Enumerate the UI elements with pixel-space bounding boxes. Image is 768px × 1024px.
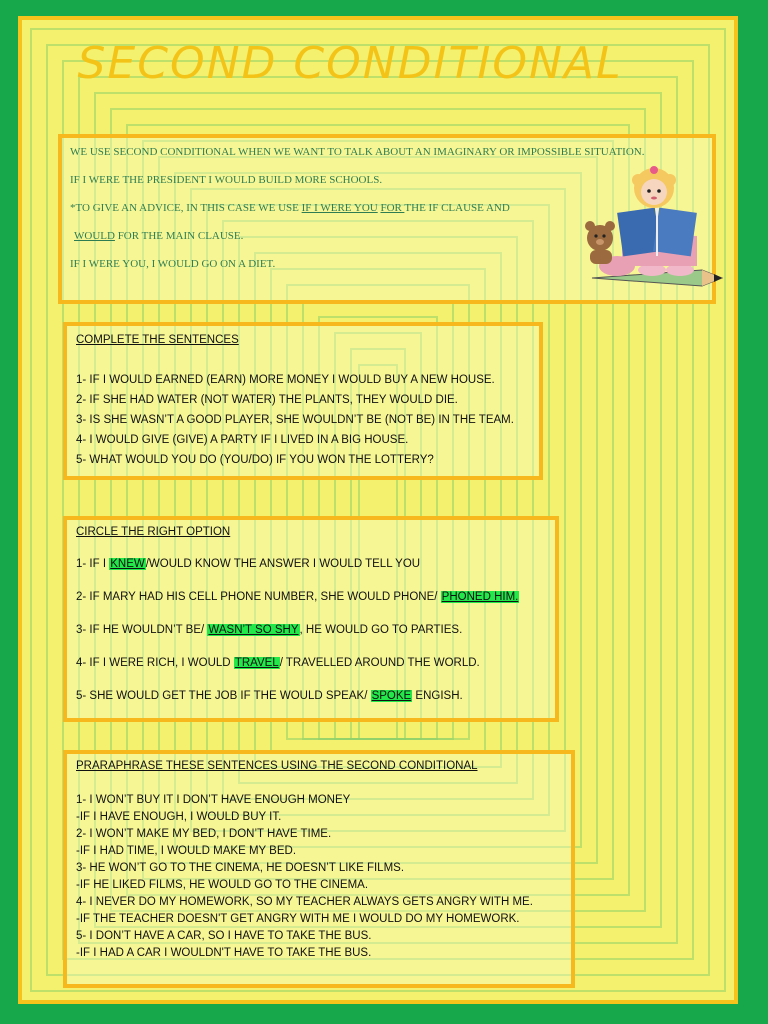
- exercise-2-item: [76, 624, 462, 636]
- intro-line-4: [74, 230, 243, 242]
- intro-line-4-text: FOR THE MAIN CLAUSE.: [114, 230, 244, 242]
- exercise-2-item: [76, 657, 480, 669]
- intro-line-3-text: *TO GIVE AN ADVICE, IN THIS CASE WE USE: [70, 202, 302, 214]
- exercise-circle-right-option: [63, 516, 559, 722]
- option-text: 3- IF HE WOULDN’T BE/: [76, 624, 208, 636]
- exercise-3-item: -IF HE LIKED FILMS, HE WOULD GO TO THE CINEMA.: [76, 879, 369, 891]
- girl-reading-with-teddy-bear-and-pencil-icon: [582, 166, 732, 296]
- page-title: SECOND CONDITIONAL: [77, 38, 623, 89]
- highlighted-answer: WASN’T SO SHY: [208, 624, 299, 636]
- option-text: 2- IF MARY HAD HIS CELL PHONE NUMBER, SHE WOULD PHONE/: [76, 591, 441, 603]
- exercise-paraphrase: [63, 750, 575, 988]
- option-text: /WOULD KNOW THE ANSWER I WOULD TELL YOU: [145, 558, 421, 570]
- option-text: , HE WOULD GO TO PARTIES.: [299, 624, 463, 636]
- option-text: 1- IF I: [76, 558, 110, 570]
- option-text: / TRAVELLED AROUND THE WORLD.: [279, 657, 480, 669]
- exercise-1-item: 3- IS SHE WASN’T A GOOD PLAYER, SHE WOULDN’T BE (NOT BE) IN THE TEAM.: [76, 414, 514, 426]
- highlighted-answer: KNEW: [110, 558, 145, 570]
- intro-underline-would: WOULD: [74, 230, 115, 242]
- option-text: ENGISH.: [412, 690, 463, 702]
- exercise-2-heading: CIRCLE THE RIGHT OPTION: [76, 526, 231, 538]
- option-text: 4- IF I WERE RICH, I WOULD: [76, 657, 234, 669]
- intro-line-3: [70, 202, 510, 214]
- exercise-1-item: 5- WHAT WOULD YOU DO (YOU/DO) IF YOU WON THE LOTTERY?: [76, 454, 434, 466]
- exercise-complete-sentences: [63, 322, 543, 480]
- exercise-3-item: -IF THE TEACHER DOESN'T GET ANGRY WITH ME I WOULD DO MY HOMEWORK.: [76, 913, 520, 925]
- exercise-3-heading: PRARAPHRASE THESE SENTENCES USING THE SECOND CONDITIONAL: [76, 760, 478, 772]
- exercise-3-item: -IF I HAD TIME, I WOULD MAKE MY BED.: [76, 845, 297, 857]
- exercise-3-item: -IF I HAD A CAR I WOULDN'T HAVE TO TAKE THE BUS.: [76, 947, 372, 959]
- intro-line-5: IF I WERE YOU, I WOULD GO ON A DIET.: [70, 258, 276, 270]
- exercise-1-item: 4- I WOULD GIVE (GIVE) A PARTY IF I LIVED IN A BIG HOUSE.: [76, 434, 409, 446]
- worksheet-page: [18, 16, 738, 1004]
- intro-underline-for: FOR: [380, 202, 405, 214]
- intro-underline-if-i-were-you: IF I WERE YOU: [301, 202, 378, 214]
- exercise-3-item: 5- I DON’T HAVE A CAR, SO I HAVE TO TAKE THE BUS.: [76, 930, 372, 942]
- intro-line-3-end: THE IF CLAUSE AND: [404, 202, 510, 214]
- intro-line-1: WE USE SECOND CONDITIONAL WHEN WE WANT TO TALK ABOUT AN IMAGINARY OR IMPOSSIBLE SITUATION.: [70, 146, 645, 158]
- intro-line-2: IF I WERE THE PRESIDENT I WOULD BUILD MORE SCHOOLS.: [70, 174, 383, 186]
- exercise-3-item: -IF I HAVE ENOUGH, I WOULD BUY IT.: [76, 811, 282, 823]
- exercise-3-item: 3- HE WON’T GO TO THE CINEMA, HE DOESN’T LIKE FILMS.: [76, 862, 405, 874]
- exercise-1-item: 1- IF I WOULD EARNED (EARN) MORE MONEY I WOULD BUY A NEW HOUSE.: [76, 374, 495, 386]
- exercise-1-heading: COMPLETE THE SENTENCES: [76, 334, 239, 346]
- option-text: 5- SHE WOULD GET THE JOB IF THE WOULD SPEAK/: [76, 690, 371, 702]
- exercise-3-item: 2- I WON’T MAKE MY BED, I DON’T HAVE TIME.: [76, 828, 332, 840]
- highlighted-answer: PHONED HIM.: [441, 591, 519, 603]
- exercise-3-item: 4- I NEVER DO MY HOMEWORK, SO MY TEACHER ALWAYS GETS ANGRY WITH ME.: [76, 896, 533, 908]
- exercise-2-item: [76, 591, 519, 603]
- highlighted-answer: SPOKE: [371, 690, 412, 702]
- exercise-1-item: 2- IF SHE HAD WATER (NOT WATER) THE PLANTS, THEY WOULD DIE.: [76, 394, 458, 406]
- exercise-2-item: [76, 690, 463, 702]
- exercise-2-item: [76, 558, 420, 570]
- highlighted-answer: TRAVEL: [234, 657, 279, 669]
- exercise-3-item: 1- I WON’T BUY IT I DON’T HAVE ENOUGH MONEY: [76, 794, 351, 806]
